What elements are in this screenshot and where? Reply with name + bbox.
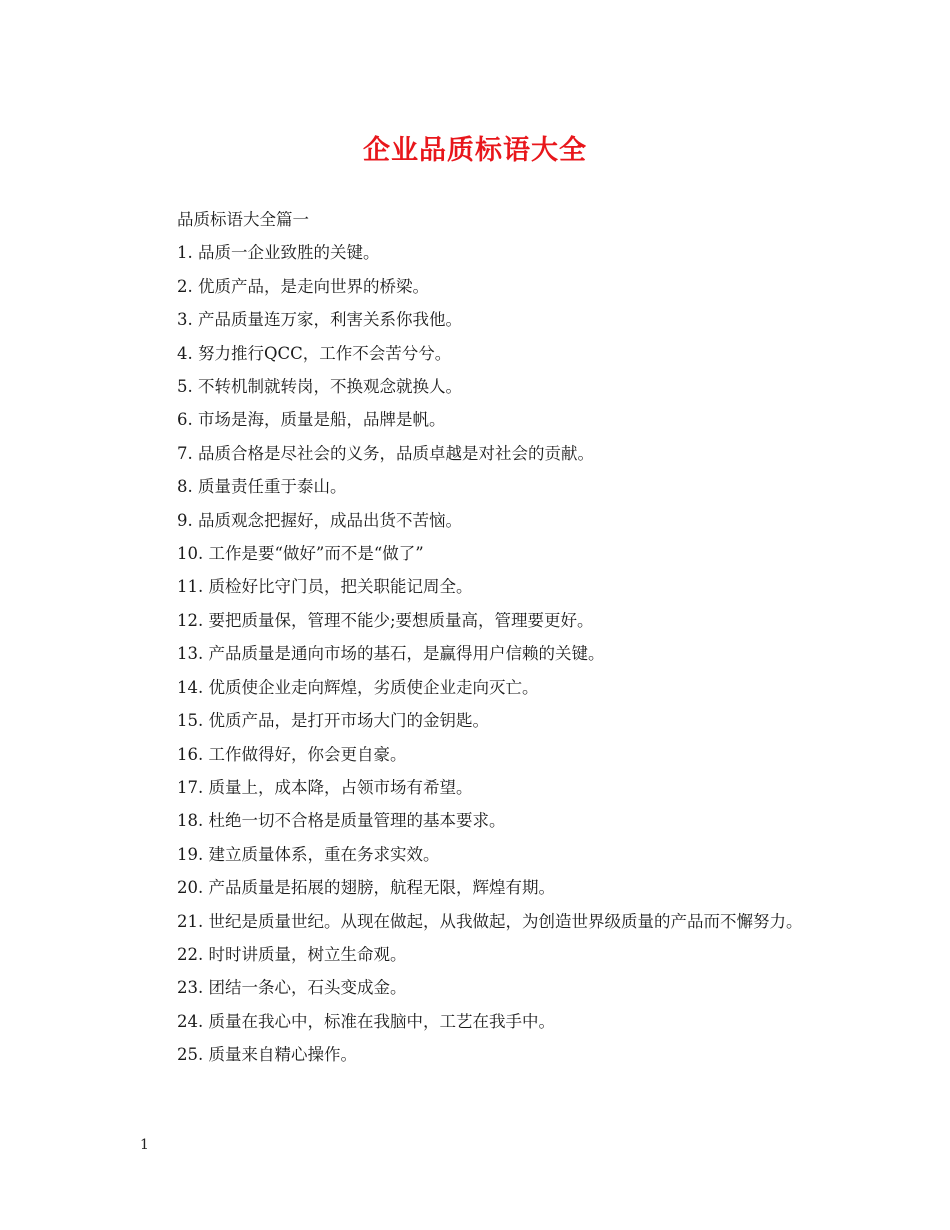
document-title: 企业品质标语大全 [363, 135, 587, 166]
slogan-item: 21. 世纪是质量世纪。从现在做起，从我做起，为创造世界级质量的产品而不懈努力。 [177, 911, 803, 931]
slogan-item: 25. 质量来自精心操作。 [177, 1045, 357, 1065]
slogan-item: 23. 团结一条心，石头变成金。 [177, 978, 407, 998]
slogan-item: 2. 优质产品，是走向世界的桥梁。 [177, 276, 429, 296]
slogan-item: 12. 要把质量保，管理不能少;要想质量高，管理要更好。 [177, 610, 594, 630]
slogan-item: 10. 工作是要“做好”而不是“做了” [177, 544, 424, 564]
slogan-item: 9. 品质观念把握好，成品出货不苦恼。 [177, 510, 462, 530]
slogan-item: 6. 市场是海，质量是船，品牌是帆。 [177, 410, 446, 430]
slogan-item: 14. 优质使企业走向辉煌，劣质使企业走向灭亡。 [177, 677, 539, 697]
slogan-item: 8. 质量责任重于泰山。 [177, 477, 347, 497]
slogan-item: 22. 时时讲质量，树立生命观。 [177, 944, 407, 964]
slogan-item: 5. 不转机制就转岗，不换观念就换人。 [177, 377, 462, 397]
slogan-item: 3. 产品质量连万家，利害关系你我他。 [177, 310, 462, 330]
slogan-item: 20. 产品质量是拓展的翅膀，航程无限，辉煌有期。 [177, 878, 555, 898]
slogan-item: 11. 质检好比守门员，把关职能记周全。 [177, 577, 473, 597]
document-body [140, 203, 820, 1072]
section-heading: 品质标语大全篇一 [177, 210, 309, 229]
slogan-item: 1. 品质一企业致胜的关键。 [177, 243, 380, 263]
slogan-list [140, 236, 820, 1071]
slogan-item: 17. 质量上，成本降，占领市场有希望。 [177, 777, 473, 797]
slogan-item: 19. 建立质量体系，重在务求实效。 [177, 844, 440, 864]
slogan-item: 18. 杜绝一切不合格是质量管理的基本要求。 [177, 811, 506, 831]
slogan-item: 13. 产品质量是通向市场的基石，是赢得用户信赖的关键。 [177, 644, 605, 664]
slogan-item: 15. 优质产品，是打开市场大门的金钥匙。 [177, 711, 489, 731]
page-number: 1 [140, 1137, 149, 1153]
slogan-item: 24. 质量在我心中，标准在我脑中，工艺在我手中。 [177, 1011, 555, 1031]
slogan-item: 7. 品质合格是尽社会的义务，品质卓越是对社会的贡献。 [177, 443, 594, 463]
slogan-item: 4. 努力推行QCC，工作不会苦兮兮。 [177, 343, 452, 363]
slogan-item: 16. 工作做得好，你会更自豪。 [177, 744, 407, 764]
